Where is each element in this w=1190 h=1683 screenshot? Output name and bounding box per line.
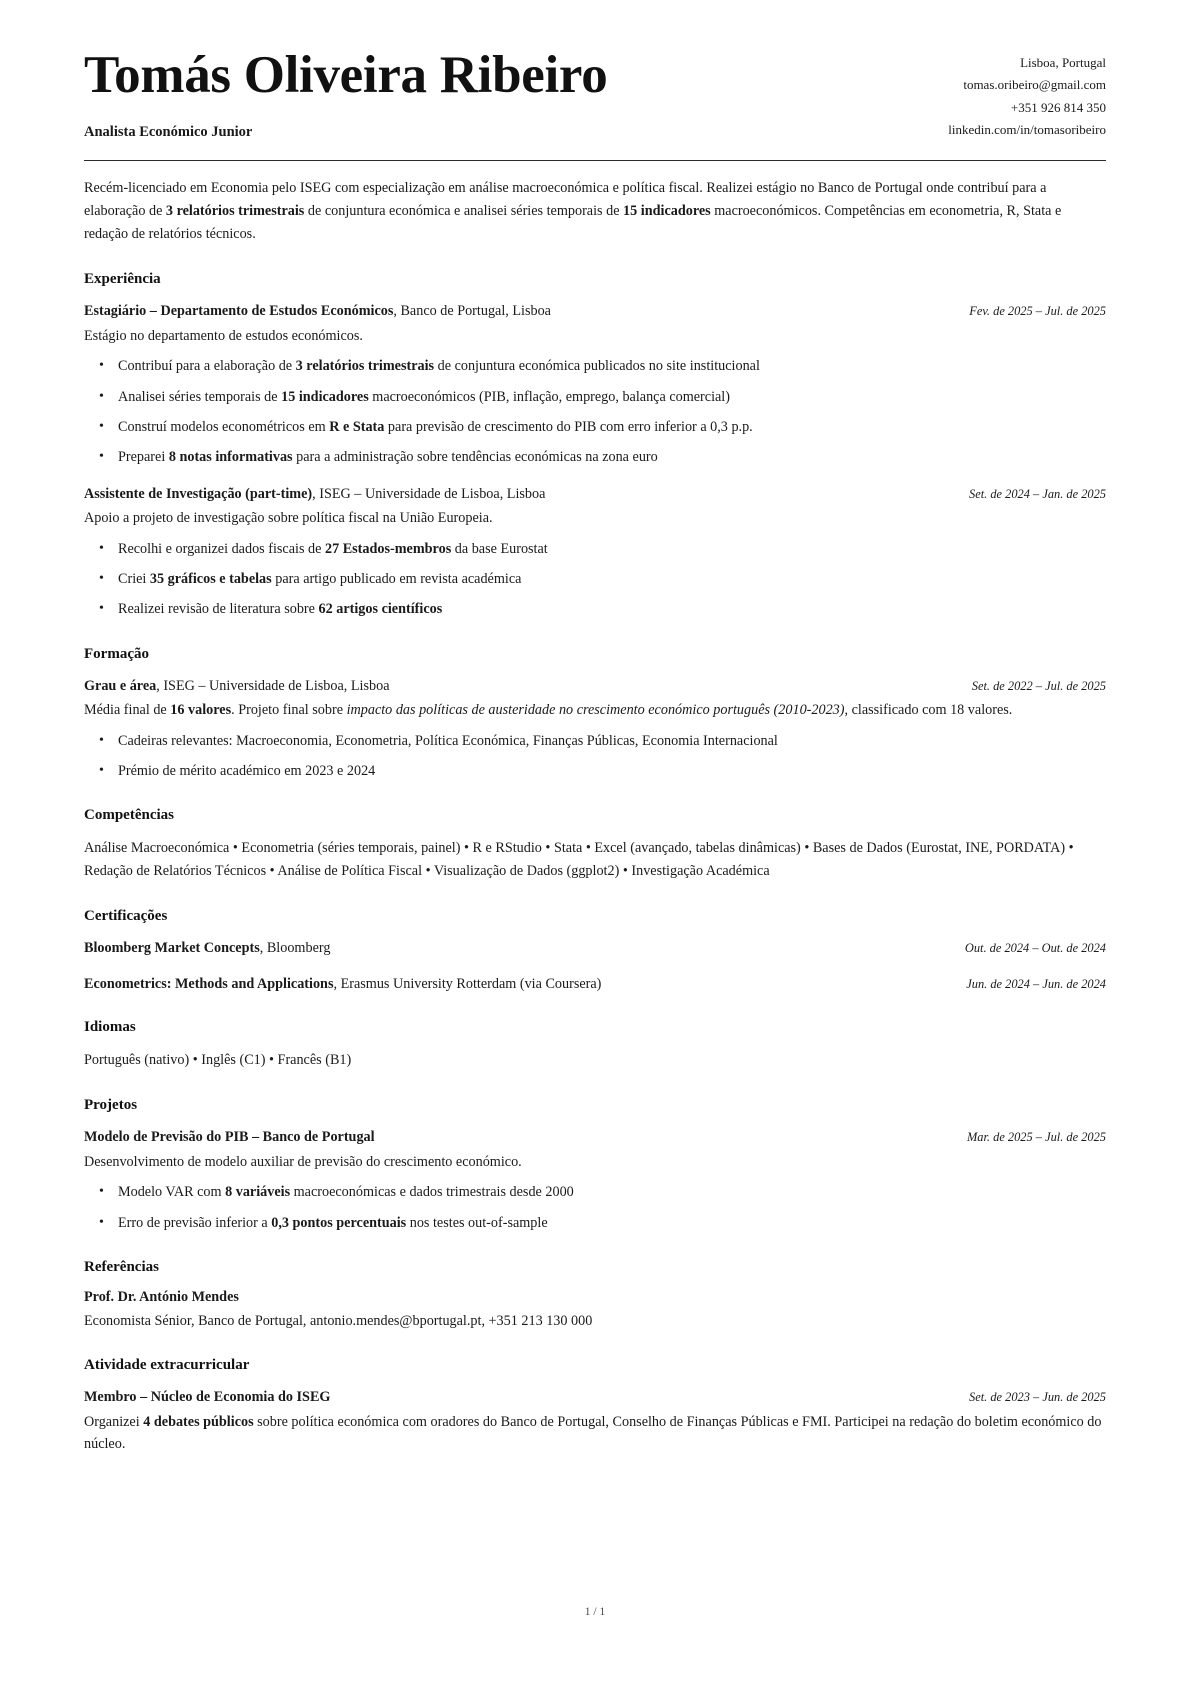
entry-date: Set. de 2022 – Jul. de 2025 — [971, 678, 1106, 693]
list-item: • Cadeiras relevantes: Macroeconomia, Econometria, Política Económica, Finanças Públicas, Economia Internacional — [116, 731, 1106, 752]
contact-phone[interactable]: +351 926 814 350 — [1010, 99, 1106, 115]
entry — [84, 676, 1106, 783]
section-title-projects: Projetos — [84, 1097, 138, 1114]
page-footer: 1 / 1 — [584, 1605, 606, 1618]
entry-head — [84, 1127, 1106, 1148]
reference-entries — [84, 1289, 1106, 1332]
project-entries — [84, 1127, 1106, 1234]
section-title-experience: Experiência — [84, 271, 161, 288]
reference-name: Prof. Dr. António Mendes — [84, 1289, 239, 1306]
entry-bullet-list — [84, 731, 1106, 783]
languages-list: Português (nativo) • Inglês (C1) • Francês (B1) — [84, 1052, 352, 1069]
section-title-education: Formação — [84, 645, 149, 662]
extracurricular-entries — [84, 1387, 1106, 1455]
entry-head — [84, 974, 1106, 995]
entry — [84, 1387, 1106, 1455]
list-item: • Modelo VAR com 8 variáveis macroeconómicas e dados trimestrais desde 2000 — [116, 1182, 1106, 1203]
entry-title: Estagiário – Departamento de Estudos Económicos, Banco de Portugal, Lisboa — [84, 303, 551, 320]
section-languages — [84, 1019, 1106, 1072]
section-title-certifications: Certificações — [84, 908, 168, 925]
reference-entry — [84, 1289, 1106, 1332]
list-item: • Erro de previsão inferior a 0,3 pontos percentuais nos testes out-of-sample — [116, 1213, 1106, 1234]
entry — [84, 1127, 1106, 1234]
job-headline: Analista Económico Junior — [84, 124, 253, 141]
list-item: • Construí modelos econométricos em R e Stata para previsão de crescimento do PIB com erro inferior a 0,3 p.p. — [116, 417, 1106, 438]
entry-description: Média final de 16 valores. Projeto final sobre impacto das políticas de austeridade no crescimento económico português (2010-2023), classificado com 18 valores. — [84, 702, 1013, 719]
entry-bullet-list — [84, 539, 1106, 621]
entry-description: Organizei 4 debates públicos sobre política económica com oradores do Banco de Portugal, Conselho de Finanças Públicas e FMI. Participei na redação do boletim económico do núcleo. — [84, 1414, 1102, 1453]
contact-linkedin[interactable]: linkedin.com/in/tomasoribeiro — [948, 122, 1106, 138]
entry-date: Out. de 2024 – Out. de 2024 — [964, 941, 1106, 956]
entry-date: Fev. de 2025 – Jul. de 2025 — [969, 304, 1106, 319]
entry-title: Modelo de Previsão do PIB – Banco de Portugal — [84, 1129, 375, 1146]
section-certifications — [84, 908, 1106, 994]
entry-head — [84, 676, 1106, 697]
reference-detail: Economista Sénior, Banco de Portugal, antonio.mendes@bportugal.pt, +351 213 130 000 — [84, 1313, 593, 1330]
experience-entries — [84, 301, 1106, 620]
section-projects — [84, 1097, 1106, 1234]
education-entries — [84, 676, 1106, 783]
entry-description: Desenvolvimento de modelo auxiliar de previsão do crescimento económico. — [84, 1153, 522, 1170]
entry-description: Estágio no departamento de estudos económicos. — [84, 328, 363, 345]
resume-header — [84, 46, 1106, 141]
entry-head — [84, 301, 1106, 322]
section-title-skills: Competências — [84, 807, 174, 824]
entry-bullet-list — [84, 1182, 1106, 1234]
entry-title: Assistente de Investigação (part-time), ISEG – Universidade de Lisboa, Lisboa — [84, 485, 546, 502]
section-title-extracurricular: Atividade extracurricular — [84, 1357, 250, 1374]
skills-list: Análise Macroeconómica • Econometria (séries temporais, painel) • R e RStudio • Stata • Excel (avançado, tabelas dinâmicas) • Bases de Dados (Eurostat, INE, PORDATA) • Redação de Relatórios Técnicos • Análise de Política Fiscal • Visualização de Dados (ggplot2) • Investigação Académica — [84, 840, 1074, 880]
entry-date: Jun. de 2024 – Jun. de 2024 — [966, 976, 1106, 991]
entry-date: Mar. de 2025 – Jul. de 2025 — [966, 1130, 1106, 1145]
page-title: Tomás Oliveira Ribeiro — [84, 46, 608, 104]
entry-bullet-list — [84, 356, 1106, 468]
list-item: • Realizei revisão de literatura sobre 62 artigos científicos — [116, 599, 1106, 620]
entry — [84, 974, 1106, 995]
resume-sheet — [84, 46, 1106, 1618]
list-item: • Contribuí para a elaboração de 3 relatórios trimestrais de conjuntura económica publicados no site institucional — [116, 356, 1106, 377]
entry-title: Grau e área, ISEG – Universidade de Lisboa, Lisboa — [84, 677, 390, 694]
header-divider — [84, 160, 1106, 161]
certification-entries — [84, 938, 1106, 994]
identity-block — [84, 46, 918, 141]
entry-title: Bloomberg Market Concepts, Bloomberg — [84, 940, 331, 957]
section-skills — [84, 807, 1106, 883]
contact-block — [948, 46, 1106, 141]
entry-head — [84, 1387, 1106, 1408]
section-title-references: Referências — [84, 1259, 159, 1276]
entry-title: Membro – Núcleo de Economia do ISEG — [84, 1389, 331, 1406]
section-references — [84, 1259, 1106, 1332]
entry — [84, 484, 1106, 621]
list-item: • Preparei 8 notas informativas para a administração sobre tendências económicas na zona euro — [116, 447, 1106, 468]
entry — [84, 301, 1106, 468]
entry-title: Econometrics: Methods and Applications, Erasmus University Rotterdam (via Coursera) — [84, 975, 602, 992]
list-item: • Prémio de mérito académico em 2023 e 2024 — [116, 761, 1106, 782]
entry-description: Apoio a projeto de investigação sobre política fiscal na União Europeia. — [84, 510, 493, 527]
entry-head — [84, 938, 1106, 959]
section-extracurricular — [84, 1357, 1106, 1455]
contact-email[interactable]: tomas.oribeiro@gmail.com — [963, 77, 1106, 93]
entry-date: Set. de 2023 – Jun. de 2025 — [969, 1390, 1106, 1405]
section-education — [84, 646, 1106, 783]
summary-paragraph: Recém-licenciado em Economia pelo ISEG com especialização em análise macroeconómica e política fiscal. Realizei estágio no Banco de Portugal onde contribuí para a elaboração de 3 relatórios trimestrais de conjuntura económica e analisei séries temporais de 15 indicadores macroeconómicos. Competências em econometria, R, Stata e redação de relatórios técnicos. — [84, 180, 1062, 243]
section-experience — [84, 271, 1106, 620]
entry — [84, 938, 1106, 959]
list-item: • Criei 35 gráficos e tabelas para artigo publicado em revista académica — [116, 569, 1106, 590]
entry-head — [84, 484, 1106, 505]
entry-date: Set. de 2024 – Jan. de 2025 — [969, 486, 1106, 501]
section-title-languages: Idiomas — [84, 1019, 136, 1036]
list-item: • Analisei séries temporais de 15 indicadores macroeconómicos (PIB, inflação, emprego, balança comercial) — [116, 387, 1106, 408]
contact-location: Lisboa, Portugal — [1020, 55, 1106, 70]
list-item: • Recolhi e organizei dados fiscais de 27 Estados-membros da base Eurostat — [116, 539, 1106, 560]
